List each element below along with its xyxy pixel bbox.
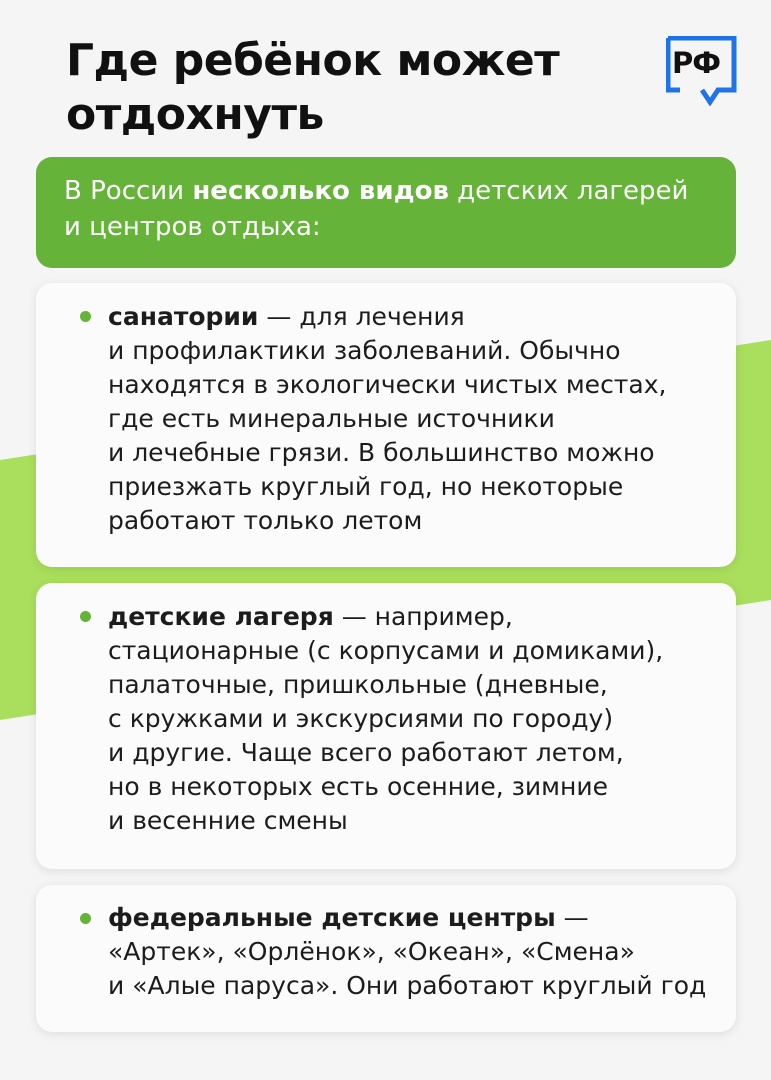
text-line: приезжать круглый год, но некоторые	[108, 472, 624, 501]
term-rest: — для лечения	[258, 302, 465, 331]
bullet-dot	[80, 311, 91, 322]
text-line: но в некоторых есть осенние, зимние	[108, 772, 608, 801]
term-rest: — например,	[333, 602, 513, 631]
text-line: и профилактики заболеваний. Обычно	[108, 336, 621, 365]
text-line: стационарные (с корпусами и домиками),	[108, 636, 664, 665]
intro-rest: детских лагерей	[448, 176, 689, 206]
card-sanatoriums	[36, 283, 736, 567]
bullet-dot	[80, 913, 91, 924]
text-line: с кружками и экскурсиями по городу)	[108, 704, 614, 733]
text-line: работают только летом	[108, 506, 423, 535]
title-line-1: Где ребёнок может	[66, 35, 560, 86]
term-rest: —	[555, 903, 589, 932]
rf-logo	[666, 36, 738, 106]
card-text	[108, 600, 736, 838]
intro-line-2: и центров отдыха:	[64, 212, 321, 242]
text-line: и лечебные грязи. В большинство можно	[108, 438, 655, 467]
intro-bold: несколько видов	[192, 176, 449, 206]
term: санатории	[108, 302, 259, 331]
term: федеральные детские центры	[108, 903, 556, 932]
card-federal-centers	[36, 885, 736, 1032]
text-line: палаточные, пришкольные (дневные,	[108, 670, 608, 699]
intro-banner	[36, 157, 736, 268]
intro-lead: В России	[64, 176, 193, 206]
title-line-2: отдохнуть	[66, 89, 324, 140]
text-line: и весенние смены	[108, 806, 348, 835]
logo-text: РФ	[671, 46, 720, 80]
text-line: и «Алые паруса». Они работают круглый год	[108, 971, 707, 1000]
card-children-camps	[36, 583, 736, 869]
text-line: находятся в экологически чистых местах,	[108, 370, 667, 399]
card-text	[108, 300, 736, 538]
bullet-dot	[80, 611, 91, 622]
text-line: где есть минеральные источники	[108, 404, 555, 433]
card-text	[108, 901, 736, 1003]
page-title	[66, 34, 626, 142]
text-line: и другие. Чаще всего работают летом,	[108, 738, 624, 767]
term: детские лагеря	[108, 602, 334, 631]
intro-line-1	[64, 173, 716, 209]
text-line: «Артек», «Орлёнок», «Океан», «Смена»	[108, 937, 635, 966]
